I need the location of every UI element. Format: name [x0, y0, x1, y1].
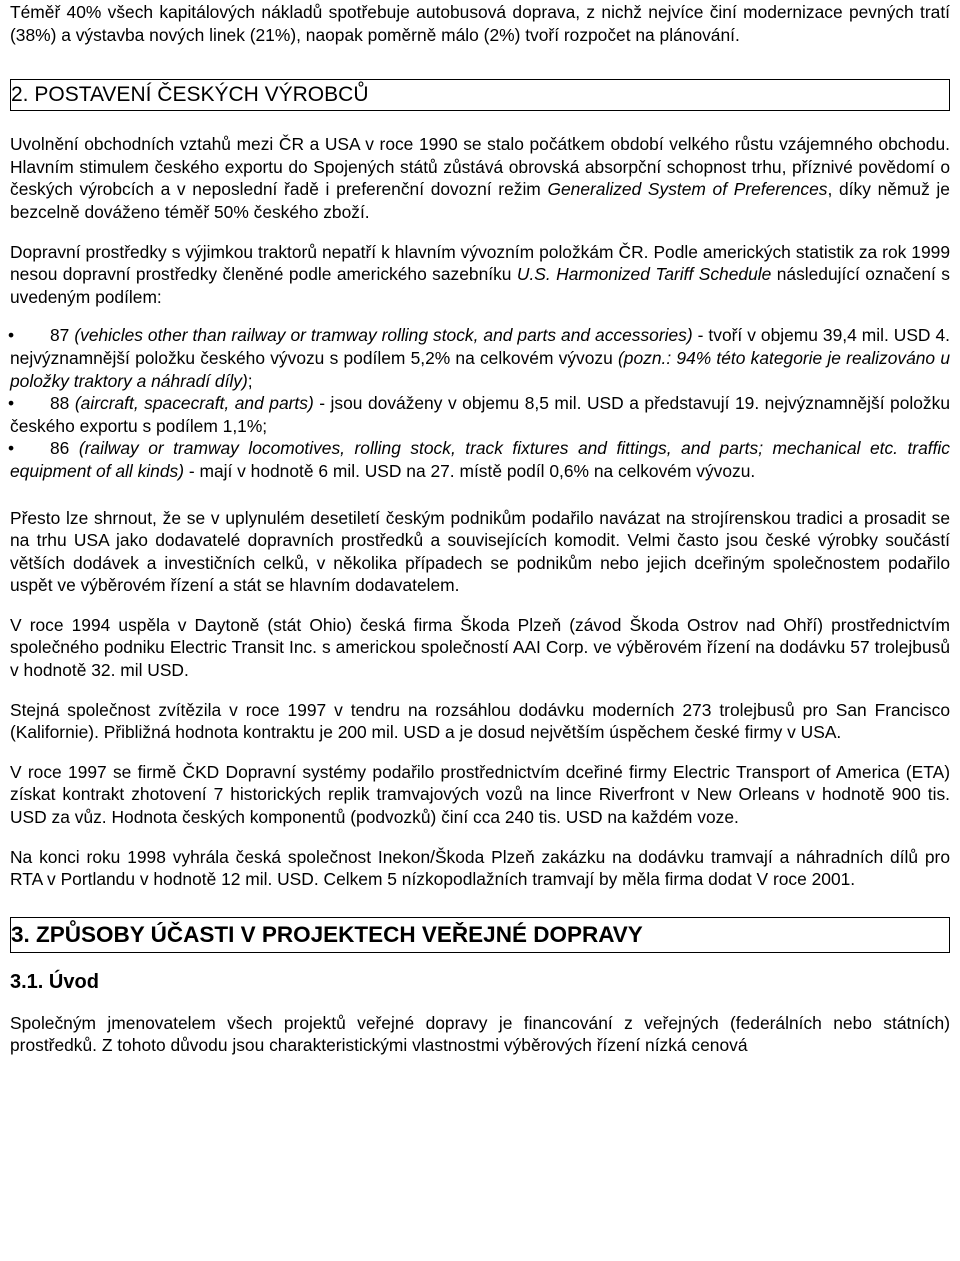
- list-item-code: 87: [50, 325, 75, 346]
- list-item: [10, 324, 950, 392]
- document-page: [10, 0, 950, 1057]
- bullet-icon: •: [8, 438, 15, 459]
- section-2-number: 2.: [11, 83, 29, 107]
- section-2-paragraph-3: Přesto lze shrnout, že se v uplynulém desetiletí českým podnikům podařilo navázat na strojírenskou tradici a prosadit se na trhu USA jako dodavatelé dopravních prostředků a souvisejících komodit. Velmi často jsou české výrobky součástí větších dodávek a investičních celků, v několika případech se podnikům nebo jejich dceřiným společnostem podařilo uspět ve výběrovém řízení a stát se hlavním dodavatelem.: [10, 507, 950, 596]
- p1-text-a: Uvolnění obchodních vztahů mezi ČR a USA v roce 1990 se stalo počátkem období velkého růstu vzájemného obchodu. Hlavním stimulem českého exportu do Spojených států zůstává obrovská absorpční schopnost trhu, příznivé povědomí o českých výrobcích a v neposlední řadě i preferenční dovozní režim: [10, 134, 950, 200]
- section-2-title: POSTAVENÍ ČESKÝCH VÝROBCŮ: [34, 83, 369, 107]
- intro-paragraph: Téměř 40% všech kapitálových nákladů spotřebuje autobusová doprava, z nichž nejvíce činí modernizace pevných tratí (38%) a výstavba nových linek (21%), naopak poměrně málo (2%) tvoří rozpočet na plánování.: [10, 2, 950, 45]
- section-2-paragraph-7: Na konci roku 1998 vyhrála česká společnost Inekon/Škoda Plzeň zakázku na dodávku tramvají a náhradních dílů pro RTA v Portlandu v hodnotě 12 mil. USD. Celkem 5 nízkopodlažních tramvají by měla firma dodat V roce 2001.: [10, 846, 950, 890]
- section-2-paragraph-5: Stejná společnost zvítězila v roce 1997 v tendru na rozsáhlou dodávku moderních 273 trolejbusů pro San Francisco (Kalifornie). Přibližná hodnota kontraktu je 200 mil. USD a je dosud největším úspěchem české firmy v USA.: [10, 699, 950, 743]
- list-item: [10, 392, 950, 437]
- list-item-code: 88: [50, 393, 75, 414]
- list-item-text: - mají v hodnotě 6 mil. USD na 27. místě podíl 0,6% na celkovém vývozu.: [184, 460, 756, 481]
- bullet-icon: •: [8, 325, 15, 346]
- p2-italic: U.S. Harmonized Tariff Schedule: [516, 264, 772, 285]
- bullet-icon: •: [8, 393, 15, 414]
- p2-text-a: Dopravní prostředky s výjimkou traktorů nepatří k hlavním vývozním položkám ČR. Podle amerických statistik za rok 1999 nesou dopravní prostředky členěné podle amerického sazebníku: [10, 241, 950, 285]
- p1-text-b: , díky němuž je bezcelně dováženo téměř 50% českého zboží.: [10, 179, 950, 222]
- section-2-paragraph-4: V roce 1994 uspěla v Daytoně (stát Ohio) česká firma Škoda Plzeň (závod Škoda Ostrov nad Ohří) prostřednictvím společného podniku Electric Transit Inc. s americkou společností AAI Corp. ve výběrovém řízení na dodávku 57 trolejbusů v hodnotě 32. mil USD.: [10, 614, 950, 681]
- list-item-code: 86: [50, 438, 79, 459]
- section-2-heading: [10, 79, 950, 111]
- section-2-paragraph-2: [10, 241, 950, 309]
- list-item-italic: (aircraft, spacecraft, and parts): [74, 393, 314, 414]
- subsection-3-1-heading: 3.1. Úvod: [10, 970, 99, 993]
- section-3-paragraph-1: Společným jmenovatelem všech projektů veřejné dopravy je financování z veřejných (federálních nebo státních) prostředků. Z tohoto důvodu jsou charakteristickými vlastnostmi výběrových řízení nízká cenová: [10, 1012, 950, 1056]
- list-item: [10, 437, 950, 482]
- section-2-paragraph-6: V roce 1997 se firmě ČKD Dopravní systémy podařilo prostřednictvím dceřiné firmy Electric Transport of America (ETA) získat kontrakt zhotovení 7 historických replik tramvajových vozů na lince Riverfront v New Orleans v hodnotě 900 tis. USD za vůz. Hodnota českých komponentů (podvozků) činí cca 240 tis. USD na každém voze.: [10, 761, 950, 828]
- section-3-heading-box: 3. ZPŮSOBY ÚČASTI V PROJEKTECH VEŘEJNÉ DOPRAVY: [10, 917, 950, 953]
- list-item-text: - jsou dováženy v objemu 8,5 mil. USD a představují 19. nejvýznamnější položku českého exportu s podílem 1,1%;: [10, 393, 950, 436]
- section-3-heading: [10, 917, 950, 953]
- list-item-italic: (vehicles other than railway or tramway rolling stock, and parts and accessories): [74, 325, 693, 346]
- section-2-paragraph-1: [10, 133, 950, 223]
- tariff-list: [10, 324, 950, 482]
- list-item-italic: (railway or tramway locomotives, rolling stock, track fixtures and fittings, and parts; mechanical etc. traffic equipment of all kinds): [10, 438, 950, 481]
- p2-text-b: následující označení s uvedeným podílem:: [10, 264, 950, 307]
- section-2-heading-box: [10, 79, 950, 111]
- p1-italic: Generalized System of Preferences: [547, 179, 828, 200]
- list-item-note: (pozn.: 94% této kategorie je realizováno u položky traktory a náhradí díly): [10, 347, 950, 391]
- list-item-text: - tvoří v objemu 39,4 mil. USD 4. nejvýznamnější položku českého vývozu s podílem 5,2% na celkovém vývozu: [10, 325, 950, 368]
- list-item-end: ;: [247, 370, 253, 391]
